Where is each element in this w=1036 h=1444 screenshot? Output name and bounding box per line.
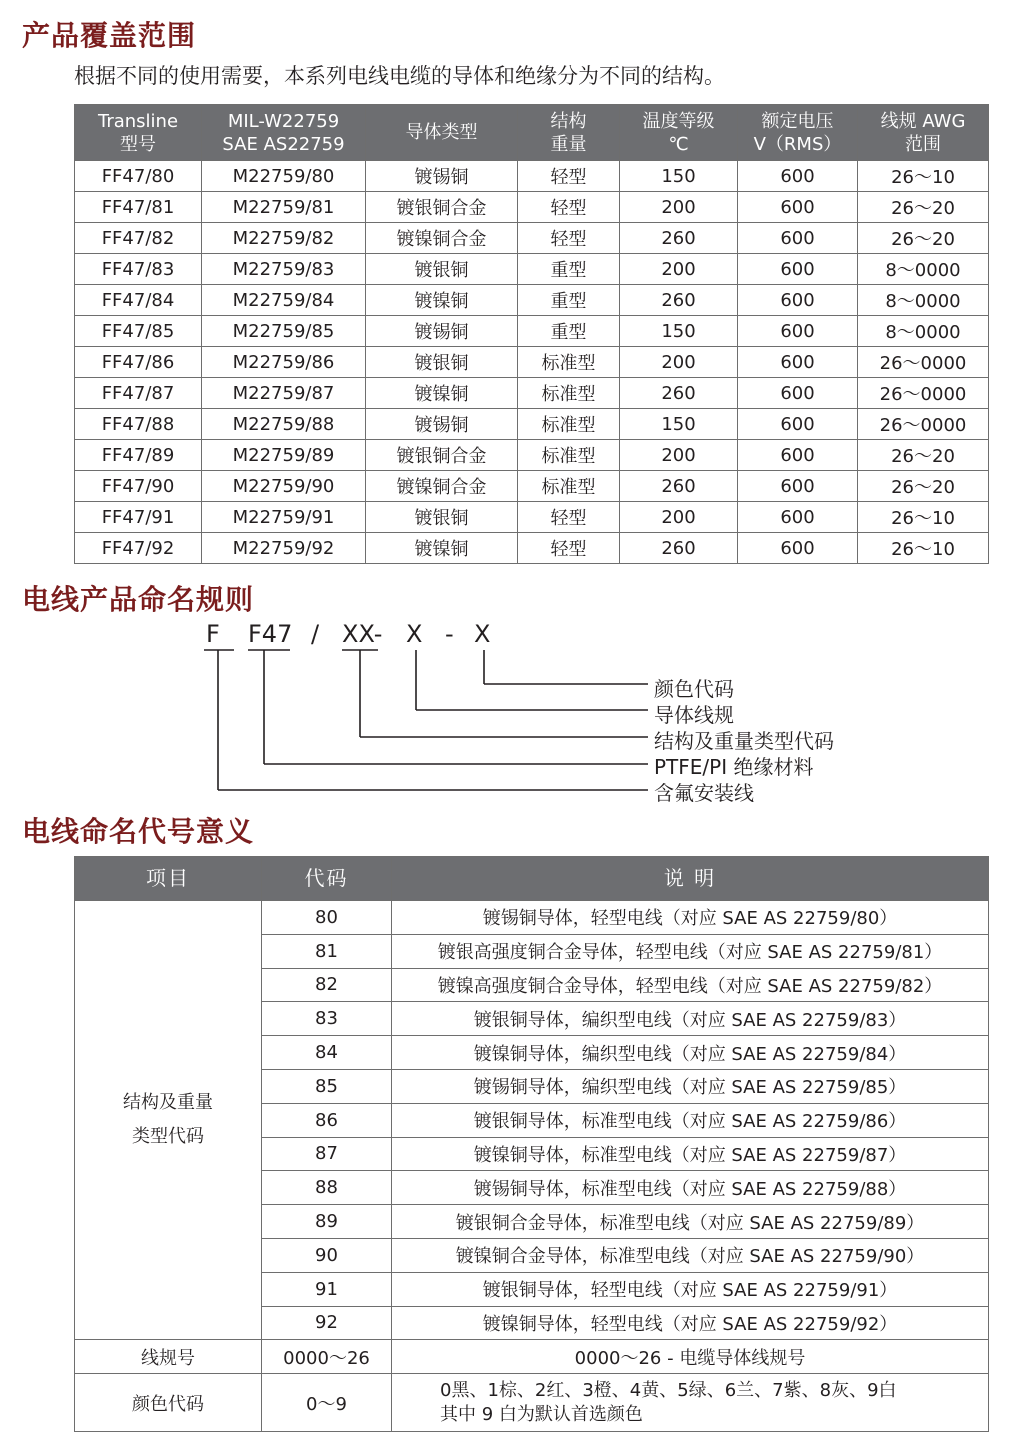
cell-spec: M22759/84 xyxy=(202,285,366,316)
cell-conductor: 镀镍铜 xyxy=(366,533,518,564)
code-part-gauge: X xyxy=(406,620,423,648)
legend-color-code: 颜色代码 xyxy=(654,677,734,701)
group-label-structure-code: 结构及重量 类型代码 xyxy=(75,901,262,1340)
cell-temp: 150 xyxy=(620,316,738,347)
cell-voltage: 600 xyxy=(738,192,858,223)
cell-description: 镀镍铜导体，轻型电线（对应 SAE AS 22759/92） xyxy=(392,1306,989,1340)
cell-weight: 轻型 xyxy=(518,192,620,223)
cell-model: FF47/80 xyxy=(75,161,202,192)
cell-temp: 260 xyxy=(620,285,738,316)
cell-conductor: 镀银铜合金 xyxy=(366,192,518,223)
table-row xyxy=(75,533,989,564)
cell-awg: 26～20 xyxy=(858,471,989,502)
cell-voltage: 600 xyxy=(738,223,858,254)
code-part-f: F xyxy=(206,620,220,648)
cell-spec: M22759/91 xyxy=(202,502,366,533)
cell-temp: 150 xyxy=(620,161,738,192)
cell-conductor: 镀银铜 xyxy=(366,254,518,285)
cell-weight: 轻型 xyxy=(518,533,620,564)
cell-description: 镀银铜导体，轻型电线（对应 SAE AS 22759/91） xyxy=(392,1272,989,1306)
cell-awg: 8～0000 xyxy=(858,316,989,347)
cell-description: 镀镍铜导体，编织型电线（对应 SAE AS 22759/84） xyxy=(392,1036,989,1070)
cell-spec: M22759/86 xyxy=(202,347,366,378)
cell-model: FF47/88 xyxy=(75,409,202,440)
cell-description: 镀锡铜导体，标准型电线（对应 SAE AS 22759/88） xyxy=(392,1171,989,1205)
cell-voltage: 600 xyxy=(738,316,858,347)
cell-awg: 8～0000 xyxy=(858,285,989,316)
naming-diagram xyxy=(0,610,1036,810)
cell-conductor: 镀锡铜 xyxy=(366,161,518,192)
table-row xyxy=(75,440,989,471)
table-row xyxy=(75,347,989,378)
table-row xyxy=(75,285,989,316)
col-header-weight: 结构 重量 xyxy=(518,105,620,161)
cell-code: 84 xyxy=(262,1036,392,1070)
cell-spec: M22759/88 xyxy=(202,409,366,440)
cell-temp: 150 xyxy=(620,409,738,440)
cell-spec: M22759/83 xyxy=(202,254,366,285)
cell-temp: 200 xyxy=(620,254,738,285)
table-row xyxy=(75,192,989,223)
table-row xyxy=(75,471,989,502)
cell-voltage: 600 xyxy=(738,471,858,502)
intro-text: 根据不同的使用需要，本系列电线电缆的导体和绝缘分为不同的结构。 xyxy=(74,64,725,88)
cell-code: 0000～26 xyxy=(262,1340,392,1374)
cell-model: FF47/92 xyxy=(75,533,202,564)
cell-description: 镀银铜导体，编织型电线（对应 SAE AS 22759/83） xyxy=(392,1002,989,1036)
cell-code: 90 xyxy=(262,1238,392,1272)
cell-code: 86 xyxy=(262,1103,392,1137)
cell-temp: 200 xyxy=(620,502,738,533)
cell-voltage: 600 xyxy=(738,409,858,440)
cell-model: FF47/83 xyxy=(75,254,202,285)
cell-model: FF47/91 xyxy=(75,502,202,533)
cell-description: 0黑、1棕、2红、3橙、4黄、5绿、6兰、7紫、8灰、9白 其中 9 白为默认首选颜色 xyxy=(392,1374,989,1432)
cell-awg: 26～10 xyxy=(858,502,989,533)
cell-code: 91 xyxy=(262,1272,392,1306)
section-title-naming: 电线产品命名规则 xyxy=(22,583,255,616)
cell-code: 81 xyxy=(262,934,392,968)
cell-code: 87 xyxy=(262,1137,392,1171)
cell-weight: 轻型 xyxy=(518,161,620,192)
cell-temp: 260 xyxy=(620,533,738,564)
table-row-gauge xyxy=(75,1340,989,1374)
cell-temp: 260 xyxy=(620,223,738,254)
cell-description: 0000～26 - 电缆导体线规号 xyxy=(392,1340,989,1374)
cell-spec: M22759/89 xyxy=(202,440,366,471)
legend-fluoro-wire: 含氟安装线 xyxy=(654,781,754,805)
col-header-model: Transline 型号 xyxy=(75,105,202,161)
cell-weight: 标准型 xyxy=(518,471,620,502)
cell-voltage: 600 xyxy=(738,347,858,378)
legend-gauge: 导体线规 xyxy=(654,703,734,727)
cell-weight: 标准型 xyxy=(518,440,620,471)
table-row xyxy=(75,378,989,409)
col-header-spec: MIL-W22759 SAE AS22759 xyxy=(202,105,366,161)
cell-code: 92 xyxy=(262,1306,392,1340)
table-header-row xyxy=(75,105,989,161)
cell-awg: 26～10 xyxy=(858,161,989,192)
cell-awg: 26～0000 xyxy=(858,409,989,440)
cell-description: 镀镍高强度铜合金导体，轻型电线（对应 SAE AS 22759/82） xyxy=(392,968,989,1002)
cell-voltage: 600 xyxy=(738,378,858,409)
cell-model: FF47/85 xyxy=(75,316,202,347)
legend-structure: 结构及重量类型代码 xyxy=(654,729,834,753)
cell-awg: 26～20 xyxy=(858,440,989,471)
table-row xyxy=(75,254,989,285)
cell-description: 镀镍铜合金导体，标准型电线（对应 SAE AS 22759/90） xyxy=(392,1238,989,1272)
cell-conductor: 镀镍铜 xyxy=(366,285,518,316)
cell-model: FF47/81 xyxy=(75,192,202,223)
cell-code: 83 xyxy=(262,1002,392,1036)
cell-description: 镀银铜导体，标准型电线（对应 SAE AS 22759/86） xyxy=(392,1103,989,1137)
cell-code: 88 xyxy=(262,1171,392,1205)
cell-model: FF47/82 xyxy=(75,223,202,254)
cell-voltage: 600 xyxy=(738,285,858,316)
cell-weight: 轻型 xyxy=(518,502,620,533)
cell-weight: 重型 xyxy=(518,316,620,347)
cell-weight: 重型 xyxy=(518,254,620,285)
code-meaning-table xyxy=(74,856,989,1432)
table-row xyxy=(75,502,989,533)
cell-spec: M22759/87 xyxy=(202,378,366,409)
cell-description: 镀镍铜导体，标准型电线（对应 SAE AS 22759/87） xyxy=(392,1137,989,1171)
section-title-code-meaning: 电线命名代号意义 xyxy=(22,815,255,848)
cell-spec: M22759/85 xyxy=(202,316,366,347)
cell-conductor: 镀锡铜 xyxy=(366,316,518,347)
cell-conductor: 镀镍铜合金 xyxy=(366,471,518,502)
cell-voltage: 600 xyxy=(738,161,858,192)
cell-conductor: 镀锡铜 xyxy=(366,409,518,440)
cell-conductor: 镀银铜 xyxy=(366,502,518,533)
cell-temp: 200 xyxy=(620,347,738,378)
cell-awg: 26～20 xyxy=(858,223,989,254)
table-row xyxy=(75,409,989,440)
table-row xyxy=(75,223,989,254)
cell-weight: 标准型 xyxy=(518,409,620,440)
cell-spec: M22759/82 xyxy=(202,223,366,254)
cell-spec: M22759/90 xyxy=(202,471,366,502)
cell-weight: 标准型 xyxy=(518,347,620,378)
cell-spec: M22759/81 xyxy=(202,192,366,223)
table-row xyxy=(75,901,989,935)
col-header-voltage: 额定电压 V（RMS） xyxy=(738,105,858,161)
cell-model: FF47/90 xyxy=(75,471,202,502)
cell-code: 0～9 xyxy=(262,1374,392,1432)
cell-item: 颜色代码 xyxy=(75,1374,262,1432)
code-part-xx: XX- xyxy=(342,620,383,648)
code-part-color: X xyxy=(474,620,491,648)
cell-model: FF47/84 xyxy=(75,285,202,316)
cell-awg: 26～0000 xyxy=(858,378,989,409)
code-part-dash: - xyxy=(445,620,454,648)
cell-weight: 轻型 xyxy=(518,223,620,254)
table-header-row xyxy=(75,857,989,901)
cell-model: FF47/87 xyxy=(75,378,202,409)
section-title-coverage: 产品覆盖范围 xyxy=(22,19,197,52)
cell-spec: M22759/80 xyxy=(202,161,366,192)
cell-code: 85 xyxy=(262,1069,392,1103)
cell-weight: 重型 xyxy=(518,285,620,316)
table-row xyxy=(75,316,989,347)
cell-awg: 26～20 xyxy=(858,192,989,223)
cell-conductor: 镀银铜合金 xyxy=(366,440,518,471)
cell-description: 镀锡铜导体，轻型电线（对应 SAE AS 22759/80） xyxy=(392,901,989,935)
cell-awg: 26～0000 xyxy=(858,347,989,378)
col-header-item: 项目 xyxy=(75,857,262,901)
code-part-f47: F47 xyxy=(248,620,293,648)
cell-temp: 260 xyxy=(620,378,738,409)
col-header-description: 说 明 xyxy=(392,857,989,901)
cell-temp: 200 xyxy=(620,192,738,223)
cell-awg: 8～0000 xyxy=(858,254,989,285)
cell-description: 镀锡铜导体，编织型电线（对应 SAE AS 22759/85） xyxy=(392,1069,989,1103)
cell-voltage: 600 xyxy=(738,502,858,533)
cell-item: 线规号 xyxy=(75,1340,262,1374)
cell-temp: 200 xyxy=(620,440,738,471)
cell-code: 82 xyxy=(262,968,392,1002)
cell-conductor: 镀银铜 xyxy=(366,347,518,378)
code-part-slash: / xyxy=(311,620,320,648)
cell-voltage: 600 xyxy=(738,254,858,285)
cell-voltage: 600 xyxy=(738,440,858,471)
table-row-color xyxy=(75,1374,989,1432)
cell-conductor: 镀镍铜 xyxy=(366,378,518,409)
legend-insulation: PTFE/PI 绝缘材料 xyxy=(654,755,814,779)
cell-code: 89 xyxy=(262,1205,392,1239)
col-header-conductor: 导体类型 xyxy=(366,105,518,161)
cell-conductor: 镀镍铜合金 xyxy=(366,223,518,254)
cell-awg: 26～10 xyxy=(858,533,989,564)
cell-description: 镀银高强度铜合金导体，轻型电线（对应 SAE AS 22759/81） xyxy=(392,934,989,968)
col-header-awg: 线规 AWG 范围 xyxy=(858,105,989,161)
cell-spec: M22759/92 xyxy=(202,533,366,564)
cell-weight: 标准型 xyxy=(518,378,620,409)
cell-description: 镀银铜合金导体，标准型电线（对应 SAE AS 22759/89） xyxy=(392,1205,989,1239)
col-header-code: 代码 xyxy=(262,857,392,901)
cell-temp: 260 xyxy=(620,471,738,502)
product-coverage-table xyxy=(74,104,989,564)
cell-voltage: 600 xyxy=(738,533,858,564)
table-row xyxy=(75,161,989,192)
cell-code: 80 xyxy=(262,901,392,935)
col-header-temp: 温度等级 ℃ xyxy=(620,105,738,161)
cell-model: FF47/86 xyxy=(75,347,202,378)
naming-connector-lines xyxy=(0,610,1036,810)
cell-model: FF47/89 xyxy=(75,440,202,471)
